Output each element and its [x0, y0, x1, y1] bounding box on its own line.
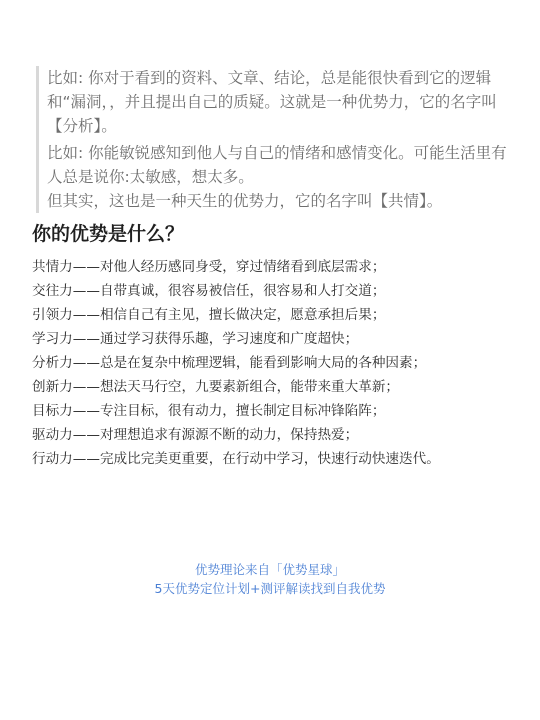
footer-source-line: 优势理论来自「优势星球」: [194, 562, 345, 577]
quote-paragraph-empathy: 比如: 你能敏锐感知到他人与自己的情绪和感情变化。可能生活里有人总是说你:太敏感，想太多。: [47, 144, 507, 186]
quote-block: [36, 66, 507, 213]
strengths-list: [32, 255, 512, 471]
quote-paragraph-analysis: 比如: 你对于看到的资料、文章、结论，总是能很快看到它的逻辑和“漏洞，，并且提出自己的质疑。这就是一种优势力，它的名字叫【分析】。: [47, 69, 497, 135]
footer-plan-line: 5天优势定位计划+测评解读找到自我优势: [154, 581, 386, 596]
strength-item-empathy: 共情力——对他人经历感同身受，穿过情绪看到底层需求；: [32, 259, 386, 275]
strength-item-goal: 目标力——专注目标，很有动力，擅长制定目标冲锋陷阵；: [32, 403, 386, 419]
section-heading: 你的优势是什么？: [32, 223, 185, 245]
footer-source: [0, 560, 540, 598]
quote-paragraph-conclusion: 但其实，这也是一种天生的优势力，它的名字叫【共情】。: [47, 192, 443, 210]
strength-item-learning: 学习力——通过学习获得乐趣，学习速度和广度超快；: [32, 331, 359, 347]
strength-item-analysis: 分析力——总是在复杂中梳理逻辑，能看到影响大局的各种因素；: [32, 355, 427, 371]
strength-item-action: 行动力——完成比完美更重要，在行动中学习，快速行动快速迭代。: [32, 451, 440, 467]
strength-item-drive: 驱动力——对理想追求有源源不断的动力，保持热爱；: [32, 427, 359, 443]
strength-item-communication: 交往力——自带真诚，很容易被信任，很容易和人打交道；: [32, 283, 386, 299]
strength-item-innovation: 创新力——想法天马行空，九要素新组合，能带来重大革新；: [32, 379, 400, 395]
strength-item-leadership: 引领力——相信自己有主见，擅长做决定，愿意承担后果；: [32, 307, 386, 323]
